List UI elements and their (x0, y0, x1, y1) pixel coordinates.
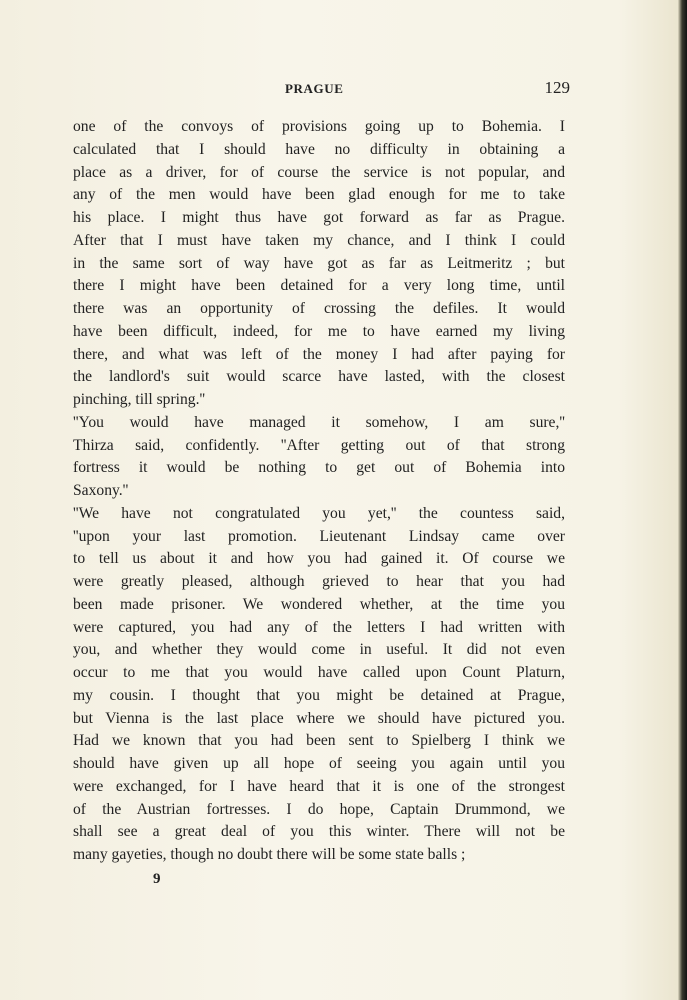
text-line: ''We have not congratulated you yet,'' the countess said, (73, 504, 565, 522)
text-line: shall see a great deal of you this winter. There will not be (73, 823, 565, 841)
text-line: been made prisoner. We wondered whether, at the time you (73, 595, 565, 613)
text-line: Had we known that you had been sent to Spielberg I think we (73, 732, 565, 750)
text-line: were captured, you had any of the letters I had written with (73, 618, 565, 636)
text-line: fortress it would be nothing to get out of Bohemia into (73, 459, 565, 477)
text-line: After that I must have taken my chance, and I think I could (73, 231, 565, 249)
text-line: to tell us about it and how you had gained it. Of course we (73, 550, 565, 568)
text-line: ''upon your last promotion. Lieutenant Lindsay came over (73, 527, 565, 545)
text-line: of the Austrian fortresses. I do hope, Captain Drummond, we (73, 800, 565, 818)
page-header (73, 78, 570, 100)
text-line: calculated that I should have no difficulty in obtaining a (73, 140, 565, 158)
text-line: there, and what was left of the money I had after paying for (73, 345, 565, 363)
text-line: have been difficult, indeed, for me to have earned my living (73, 322, 565, 340)
text-line: but Vienna is the last place where we should have pictured you. (73, 709, 565, 727)
text-line: any of the men would have been glad enough for me to take (73, 186, 565, 204)
page-number: 129 (544, 78, 570, 97)
text-line: my cousin. I thought that you might be detained at Prague, (73, 686, 565, 704)
text-line: place as a driver, for of course the service is not popular, and (73, 163, 565, 181)
text-line: were greatly pleased, although grieved to hear that you had (73, 573, 565, 590)
text-line: there I might have been detained for a very long time, until (73, 277, 565, 295)
signature-mark: 9 (153, 871, 161, 887)
text-line: his place. I might thus have got forward as far as Prague. (73, 209, 565, 226)
text-line: ''You would have managed it somehow, I am sure,'' (73, 413, 565, 431)
text-line: Saxony.'' (73, 482, 129, 499)
text-line: the landlord's suit would scarce have lasted, with the closest (73, 368, 565, 386)
text-line: one of the convoys of provisions going up to Bohemia. I (73, 118, 565, 135)
body-text (73, 116, 565, 867)
text-line: in the same sort of way have got as far as Leitmeritz ; but (73, 254, 565, 272)
text-line: there was an opportunity of crossing the defiles. It would (73, 300, 565, 317)
text-line: you, and whether they would come in useful. It did not even (73, 641, 565, 659)
text-line: should have given up all hope of seeing you again until you (73, 755, 565, 772)
text-line: pinching, till spring.'' (73, 391, 206, 408)
page-edge-shadow (678, 0, 687, 1000)
text-line: Thirza said, confidently. ''After getting out of that strong (73, 436, 565, 454)
text-line: occur to me that you would have called upon Count Platurn, (73, 664, 565, 681)
text-line: many gayeties, though no doubt there will be some state balls ; (73, 846, 466, 863)
text-line: were exchanged, for I have heard that it is one of the strongest (73, 777, 565, 795)
running-head: PRAGUE (285, 81, 344, 96)
